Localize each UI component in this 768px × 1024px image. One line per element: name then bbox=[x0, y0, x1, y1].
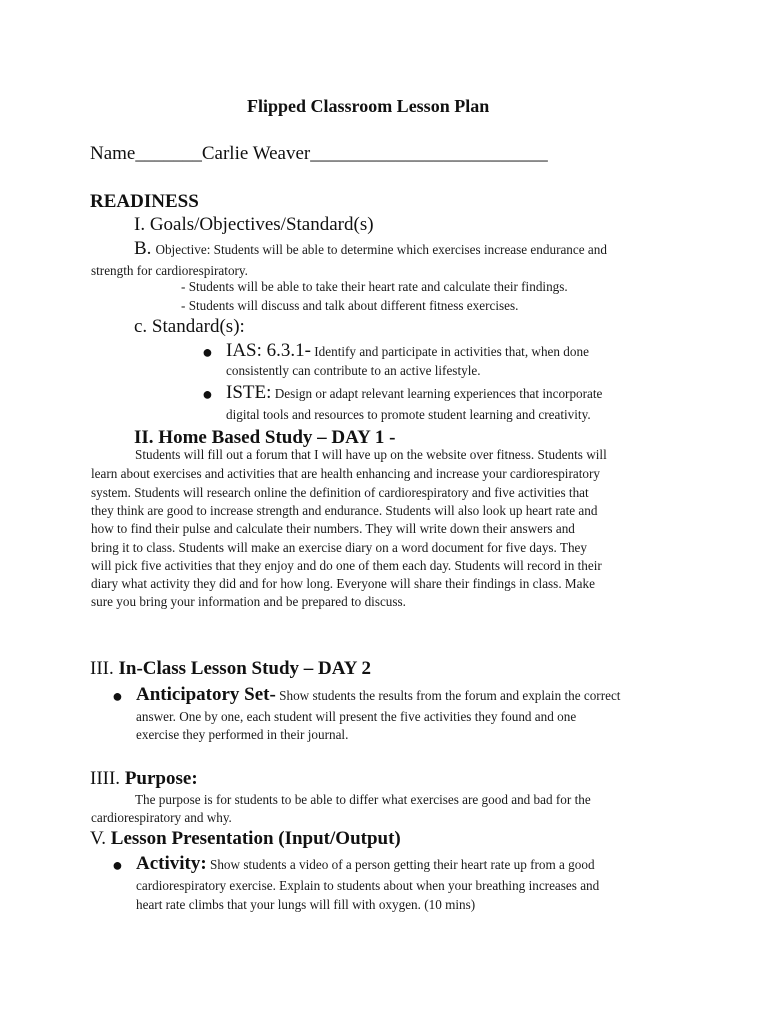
sub-objective-2: - Students will discuss and talk about different fitness exercises. bbox=[181, 298, 519, 313]
standard-ias-text-cont: consistently can contribute to an active lifestyle. bbox=[226, 363, 481, 378]
presentation-heading-num: V. bbox=[90, 828, 107, 849]
home-study-line: sure you bring your information and be prepared to discuss. bbox=[91, 594, 406, 609]
sub-objective-1: - Students will be able to take their heart rate and calculate their findings. bbox=[181, 279, 568, 294]
in-class-heading bbox=[90, 658, 371, 680]
home-study-line: diary what activity they did and for how long. Everyone will share their findings in class. Make bbox=[91, 576, 595, 591]
objective-text-cont: strength for cardiorespiratory. bbox=[91, 263, 248, 278]
bullet-icon: ● bbox=[202, 384, 213, 404]
anticipatory-set bbox=[136, 684, 620, 706]
readiness-heading: READINESS bbox=[90, 191, 199, 212]
standard-ias-label: IAS: 6.3.1- bbox=[226, 340, 311, 361]
standard-iste-label: ISTE: bbox=[226, 382, 272, 403]
objective-label: Objective: bbox=[155, 242, 211, 257]
objective-line bbox=[134, 238, 607, 260]
standards-heading: c. Standard(s): bbox=[134, 316, 245, 337]
home-study-line: will pick five activities that they enjoy and do one of them each day. Students will record in their bbox=[91, 558, 602, 573]
purpose-heading-text: Purpose: bbox=[120, 768, 198, 789]
in-class-heading-text: In-Class Lesson Study – DAY 2 bbox=[113, 658, 372, 679]
home-study-line: they think are good to increase strength and endurance. Students will also look up heart rate and bbox=[91, 503, 598, 518]
standard-iste bbox=[226, 382, 602, 404]
home-study-line: how to find their pulse and calculate their numbers. They will write down their answers and bbox=[91, 521, 575, 536]
bullet-icon: ● bbox=[112, 855, 123, 875]
in-class-heading-num: III. bbox=[90, 658, 114, 679]
purpose-line: The purpose is for students to be able to differ what exercises are good and bad for the bbox=[135, 792, 591, 807]
anticipatory-line: answer. One by one, each student will present the five activities they found and one bbox=[136, 709, 577, 724]
bullet-icon: ● bbox=[112, 686, 123, 706]
presentation-heading bbox=[90, 828, 401, 850]
anticipatory-label: Anticipatory Set- bbox=[136, 684, 276, 705]
purpose-heading-num: IIII. bbox=[90, 768, 121, 789]
standard-iste-text-cont: digital tools and resources to promote student learning and creativity. bbox=[226, 407, 591, 422]
standard-ias-text: Identify and participate in activities that, when done bbox=[310, 344, 589, 359]
home-study-line: Students will fill out a forum that I will have up on the website over fitness. Students will bbox=[135, 447, 607, 462]
presentation-heading-text: Lesson Presentation (Input/Output) bbox=[106, 828, 401, 849]
activity bbox=[136, 853, 595, 875]
anticipatory-text: Show students the results from the forum and explain the correct bbox=[275, 688, 621, 703]
name-line: Name_______Carlie Weaver_________________________ bbox=[90, 143, 548, 164]
objective-text: Students will be able to determine which exercises increase endurance and bbox=[210, 242, 607, 257]
activity-text: Show students a video of a person getting their heart rate up from a good bbox=[206, 857, 595, 872]
anticipatory-line: exercise they performed in their journal. bbox=[136, 727, 349, 742]
activity-line: cardiorespiratory exercise. Explain to students about when your breathing increases and bbox=[136, 878, 600, 893]
goals-heading: I. Goals/Objectives/Standard(s) bbox=[134, 214, 374, 235]
home-study-line: bring it to class. Students will make an exercise diary on a word document for five days. They bbox=[91, 540, 587, 555]
activity-label: Activity: bbox=[136, 853, 207, 874]
home-study-line: learn about exercises and activities that are health enhancing and increase your cardiorespiratory bbox=[91, 466, 600, 481]
standard-ias bbox=[226, 340, 589, 362]
activity-line: heart rate climbs that your lungs will fill with oxygen. (10 mins) bbox=[136, 897, 476, 912]
document-title: Flipped Classroom Lesson Plan bbox=[247, 96, 490, 116]
standard-iste-text: Design or adapt relevant learning experiences that incorporate bbox=[271, 386, 603, 401]
objective-prefix: B. bbox=[134, 238, 152, 259]
home-study-heading: II. Home Based Study – DAY 1 - bbox=[134, 427, 396, 448]
home-study-line: system. Students will research online the definition of cardiorespiratory and five activities that bbox=[91, 485, 589, 500]
bullet-icon: ● bbox=[202, 342, 213, 362]
purpose-heading bbox=[90, 768, 198, 790]
purpose-line: cardiorespiratory and why. bbox=[91, 810, 232, 825]
